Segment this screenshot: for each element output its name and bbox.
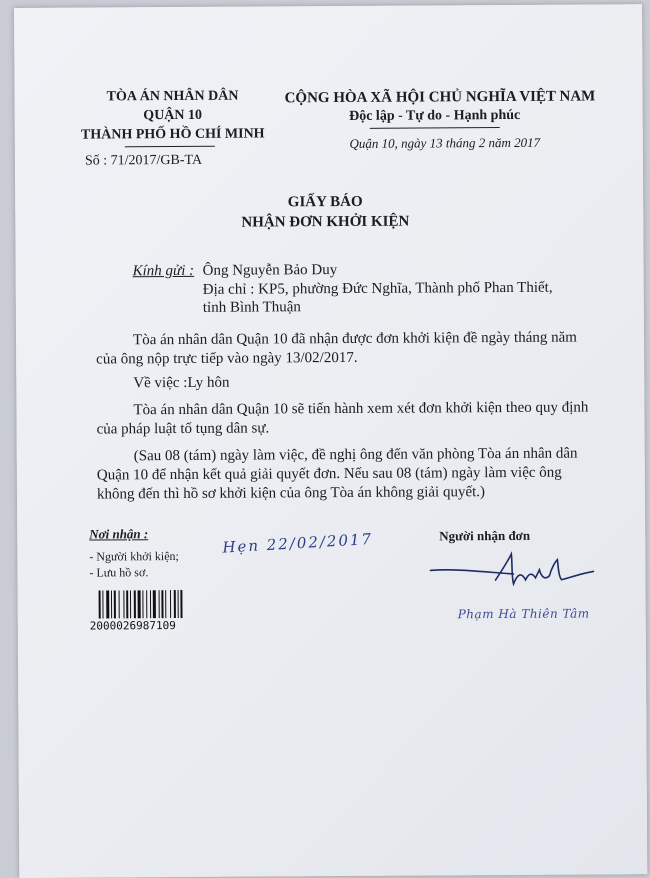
handwritten-appointment-note: Hẹn 22/02/2017 (221, 529, 374, 557)
document-number: Số : 71/2017/GB-TA (84, 152, 203, 169)
document-subtitle: NHẬN ĐƠN KHỞI KIỆN (241, 213, 410, 231)
signer-name: Phạm Hà Thiên Tâm (457, 606, 590, 622)
document-page (14, 4, 647, 878)
signature-image (425, 549, 595, 595)
issue-date: Quận 10, ngày 13 tháng 2 năm 2017 (349, 134, 541, 151)
body-paragraph-3-line-3: không đến thì hồ sơ khởi kiện của ông Tòa án không giải quyết.) (96, 484, 486, 503)
recipients-item-1: - Người khởi kiện; (89, 549, 179, 564)
national-motto: Độc lập - Tự do - Hạnh phúc (349, 107, 521, 124)
body-paragraph-1-line-1: Tòa án nhân dân Quận 10 đã nhận được đơn khởi kiện đề ngày tháng năm (132, 329, 577, 349)
recipient-address-1: Địa chỉ : KP5, phường Đức Nghĩa, Thành phố Phan Thiết, (202, 279, 553, 298)
subject-line: Về việc :Ly hôn (133, 374, 230, 392)
barcode-number: 2000026987109 (89, 619, 176, 633)
body-paragraph-2-line-2: của pháp luật tố tụng dân sự. (96, 420, 270, 438)
body-paragraph-3-line-2: Quận 10 để nhận kết quả giải quyết đơn. Nếu sau 08 (tám) ngày làm việc ông (96, 464, 562, 484)
receiver-label: Người nhận đơn (439, 527, 531, 544)
recipient-name: Ông Nguyễn Bảo Duy (202, 262, 338, 279)
recipients-item-2: - Lưu hồ sơ. (89, 565, 149, 580)
body-paragraph-3-line-1: (Sau 08 (tám) ngày làm việc, đề nghị ông đến văn phòng Tòa án nhân dân (133, 445, 578, 465)
document-title: GIẤY BÁO (287, 193, 363, 211)
court-city: THÀNH PHỐ HỒ CHÍ MINH (80, 126, 265, 143)
recipient-label: Kính gửi : (132, 262, 195, 280)
national-title: CỘNG HÒA XÃ HỘI CHỦ NGHĨA VIỆT NAM (284, 88, 596, 107)
right-header-rule (370, 127, 500, 129)
court-name: TÒA ÁN NHÂN DÂN (106, 88, 239, 105)
left-header-rule (125, 146, 215, 148)
recipients-label: Nơi nhận : (89, 526, 149, 542)
court-district: QUẬN 10 (143, 107, 203, 124)
body-paragraph-1-line-2: của ông nộp trực tiếp vào ngày 13/02/2017. (96, 349, 358, 368)
recipient-address-2: tỉnh Bình Thuận (202, 299, 301, 316)
body-paragraph-2-line-1: Tòa án nhân dân Quận 10 sẽ tiến hành xem xét đơn khởi kiện theo quy định (133, 399, 589, 419)
